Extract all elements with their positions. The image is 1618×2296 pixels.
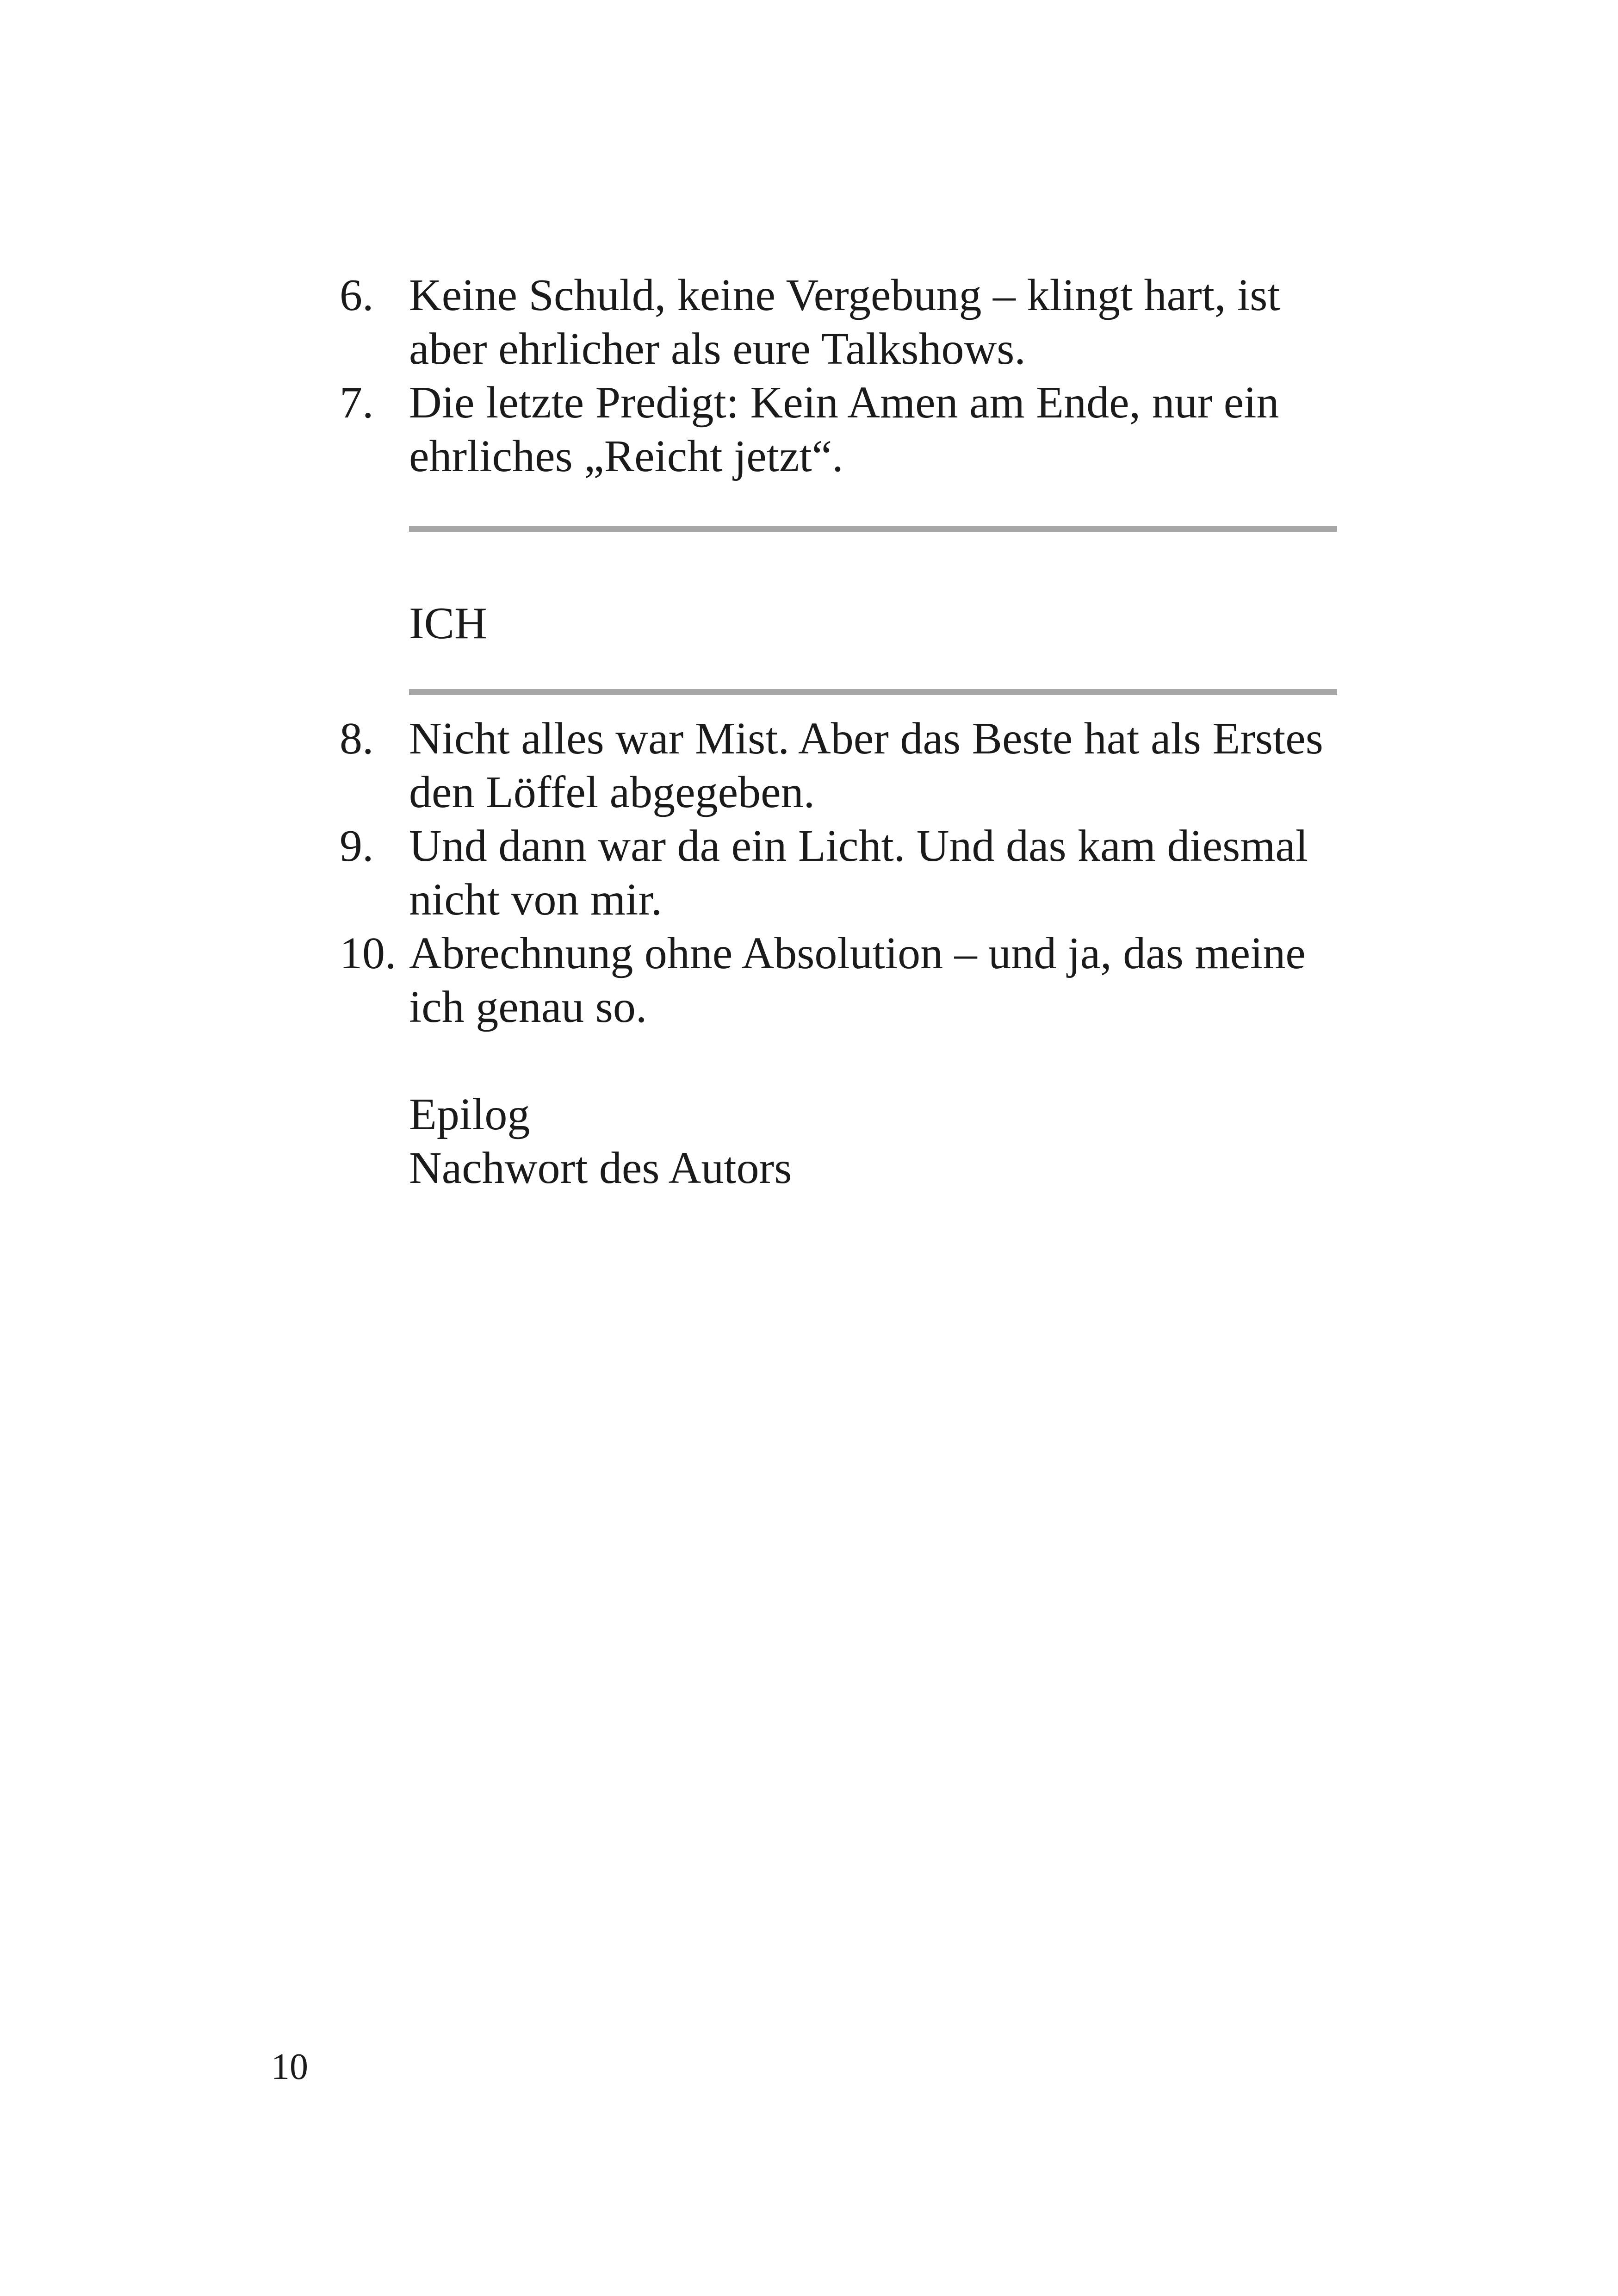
toc-entry-number: 6.	[340, 270, 374, 320]
toc-entry-9	[340, 819, 1348, 927]
page-number: 10	[271, 2047, 308, 2087]
toc-entry-title: Und dann war da ein Licht. Und das kam diesmal nicht von mir.	[409, 821, 1308, 925]
toc-entry-6	[340, 268, 1348, 376]
toc-entry-number: 10.	[340, 928, 397, 978]
toc-entry-8	[340, 712, 1348, 819]
toc-entry-title: Die letzte Predigt: Kein Amen am Ende, nur ein ehrliches „Reicht jetzt“.	[409, 378, 1279, 481]
toc-afterword: Nachwort des Autors	[409, 1143, 792, 1193]
toc-list-part2	[340, 712, 1348, 1034]
toc-entry-title: Abrechnung ohne Absolution – und ja, das meine ich genau so.	[409, 928, 1306, 1032]
toc-entry-number: 7.	[340, 378, 374, 428]
toc-entry-title: Nicht alles war Mist. Aber das Beste hat als Erstes den Löffel abgegeben.	[409, 714, 1323, 817]
toc-entry-10	[340, 927, 1348, 1034]
section-title: ICH	[409, 598, 487, 648]
toc-entry-number: 8.	[340, 714, 374, 764]
end-matter	[409, 1088, 1348, 1195]
toc-entry-7	[340, 376, 1348, 483]
section-divider-bottom	[409, 689, 1337, 695]
toc-epilog: Epilog	[409, 1089, 530, 1139]
table-of-contents	[340, 268, 1348, 1195]
section-divider-top	[409, 526, 1337, 532]
toc-entry-number: 9.	[340, 821, 374, 871]
toc-entry-title: Keine Schuld, keine Vergebung – klingt hart, ist aber ehrlicher als eure Talkshows.	[409, 270, 1280, 374]
